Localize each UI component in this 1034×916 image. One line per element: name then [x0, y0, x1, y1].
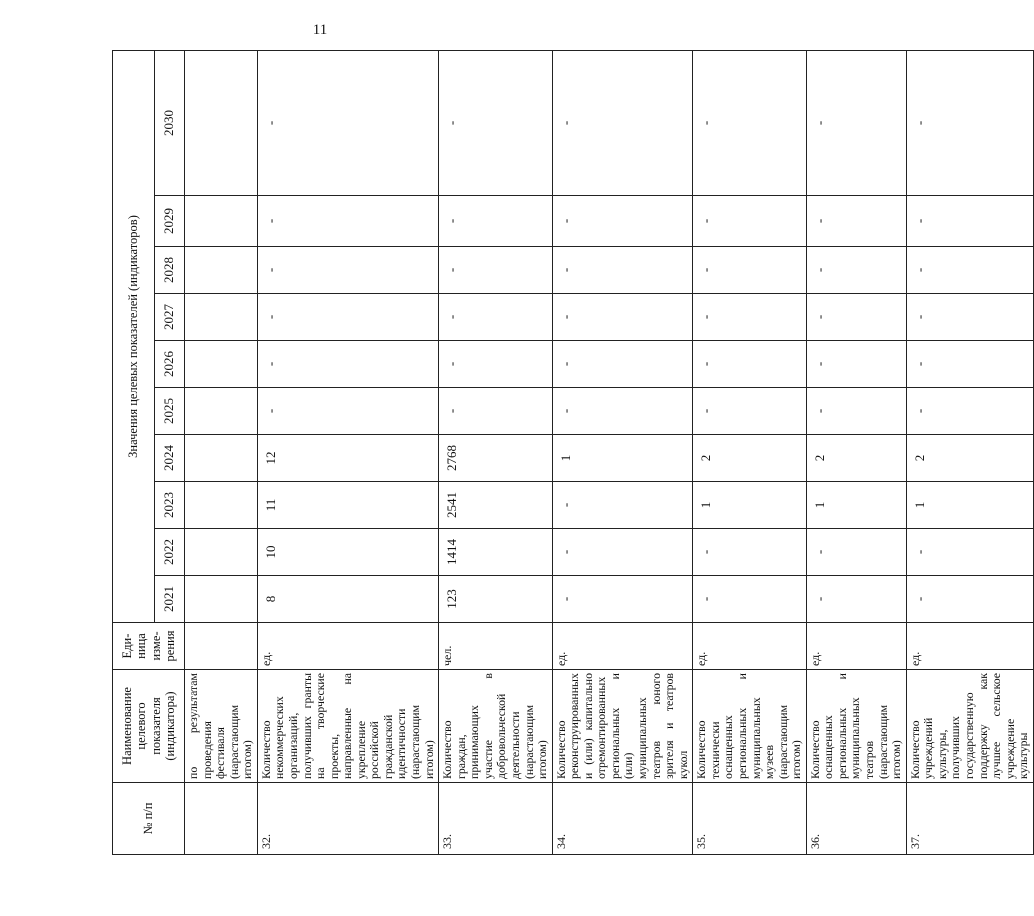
row-value: 2768 [439, 435, 553, 482]
row-value: - [693, 529, 807, 576]
row-value: 2 [906, 435, 1033, 482]
row-unit: ед. [552, 623, 693, 670]
row-value: - [693, 341, 807, 388]
row-value: - [257, 341, 438, 388]
row-value: - [806, 388, 906, 435]
row-num: 36. [806, 783, 906, 855]
row-value: - [806, 529, 906, 576]
row-value: - [906, 51, 1033, 196]
row-value: - [906, 388, 1033, 435]
header-values-group: Значения целевых показателей (индикаторов) [113, 51, 155, 623]
header-year: 2025 [155, 388, 185, 435]
table-row [693, 51, 807, 855]
row-value [185, 576, 258, 623]
row-value: - [552, 196, 693, 247]
row-value: - [906, 196, 1033, 247]
page-number: 11 [312, 22, 328, 38]
row-value: - [806, 196, 906, 247]
header-num: № п/п [113, 783, 185, 855]
row-name: Количество оснащенных региональных и муниципальных театров (нарастающим итогом) [806, 670, 906, 783]
row-value [185, 435, 258, 482]
row-value: - [552, 482, 693, 529]
row-name: по результатам проведения фестиваля (нарастающим итогом) [185, 670, 258, 783]
row-value: - [693, 294, 807, 341]
row-value: 2541 [439, 482, 553, 529]
row-value: 11 [257, 482, 438, 529]
header-year: 2022 [155, 529, 185, 576]
header-year: 2021 [155, 576, 185, 623]
row-value: - [552, 51, 693, 196]
table-row [906, 51, 1033, 855]
row-value [185, 529, 258, 576]
row-value: 2 [806, 435, 906, 482]
row-value: 123 [439, 576, 553, 623]
table-row [257, 51, 438, 855]
row-value [185, 51, 258, 196]
row-value: - [552, 294, 693, 341]
row-value: - [552, 341, 693, 388]
row-value: - [906, 529, 1033, 576]
row-value: - [439, 388, 553, 435]
row-value [185, 388, 258, 435]
row-value: 1 [806, 482, 906, 529]
row-num: 32. [257, 783, 438, 855]
row-unit: чел. [439, 623, 553, 670]
row-value: - [906, 576, 1033, 623]
row-value: - [439, 196, 553, 247]
row-value [185, 482, 258, 529]
table-head [113, 51, 185, 855]
row-value [185, 294, 258, 341]
row-value: 2 [693, 435, 807, 482]
row-value [185, 247, 258, 294]
row-value: - [806, 51, 906, 196]
table-row [552, 51, 693, 855]
row-value: - [906, 341, 1033, 388]
row-value: - [806, 341, 906, 388]
row-value: - [693, 196, 807, 247]
rotated-table-wrapper [112, 50, 1031, 855]
row-value: - [806, 576, 906, 623]
row-value: - [552, 247, 693, 294]
row-value: - [552, 388, 693, 435]
header-name: Наименование целевого показателя (индикатора) [113, 670, 185, 783]
header-year: 2023 [155, 482, 185, 529]
row-num: 34. [552, 783, 693, 855]
row-value: 1 [693, 482, 807, 529]
row-name: Количество учреждений культуры, получивших государственную поддержку как лучшее сельское учреждение культуры [906, 670, 1033, 783]
row-value: - [806, 247, 906, 294]
row-name: Количество некоммерческих организаций, получивших гранты на творческие проекты, направленные на укрепление российской гражданской идентичности (нарастающим итогом) [257, 670, 438, 783]
row-value: - [693, 388, 807, 435]
row-value: - [693, 247, 807, 294]
row-value: 1 [552, 435, 693, 482]
row-name: Количество технически оснащенных региональных и муниципальных музеев (нарастающим итогом) [693, 670, 807, 783]
row-name: Количество реконструированных и (или) капитально отремонтированных региональных и (или) муниципальных театров юного зрителя и театров кукол [552, 670, 693, 783]
row-value: - [257, 247, 438, 294]
row-value: 1414 [439, 529, 553, 576]
row-unit: ед. [257, 623, 438, 670]
row-unit: ед. [693, 623, 807, 670]
table-row [806, 51, 906, 855]
row-num [185, 783, 258, 855]
header-unit: Еди-ница изме-рения [113, 623, 185, 670]
header-year: 2027 [155, 294, 185, 341]
row-value: - [257, 388, 438, 435]
row-name: Количество граждан, принимающих участие в добровольческой деятельности (нарастающим итогом) [439, 670, 553, 783]
row-value: - [906, 247, 1033, 294]
row-num: 33. [439, 783, 553, 855]
row-value: 8 [257, 576, 438, 623]
row-value: - [439, 294, 553, 341]
table-body [185, 51, 1034, 855]
row-value: 12 [257, 435, 438, 482]
header-year: 2026 [155, 341, 185, 388]
indicators-table [112, 50, 1034, 855]
header-year: 2030 [155, 51, 185, 196]
row-unit [185, 623, 258, 670]
row-value: - [552, 529, 693, 576]
row-value: - [693, 576, 807, 623]
row-num: 37. [906, 783, 1033, 855]
table-row [439, 51, 553, 855]
row-unit: ед. [806, 623, 906, 670]
row-value: 1 [906, 482, 1033, 529]
row-unit: ед. [906, 623, 1033, 670]
row-value [185, 196, 258, 247]
row-value: - [439, 247, 553, 294]
row-value: - [257, 196, 438, 247]
row-value: - [439, 51, 553, 196]
row-value: - [693, 51, 807, 196]
row-value: - [906, 294, 1033, 341]
header-year: 2028 [155, 247, 185, 294]
row-value: 10 [257, 529, 438, 576]
row-value [185, 341, 258, 388]
header-year: 2024 [155, 435, 185, 482]
row-value: - [257, 51, 438, 196]
row-value: - [439, 341, 553, 388]
table-row [185, 51, 258, 855]
row-num: 35. [693, 783, 807, 855]
header-year: 2029 [155, 196, 185, 247]
row-value: - [806, 294, 906, 341]
row-value: - [552, 576, 693, 623]
row-value: - [257, 294, 438, 341]
